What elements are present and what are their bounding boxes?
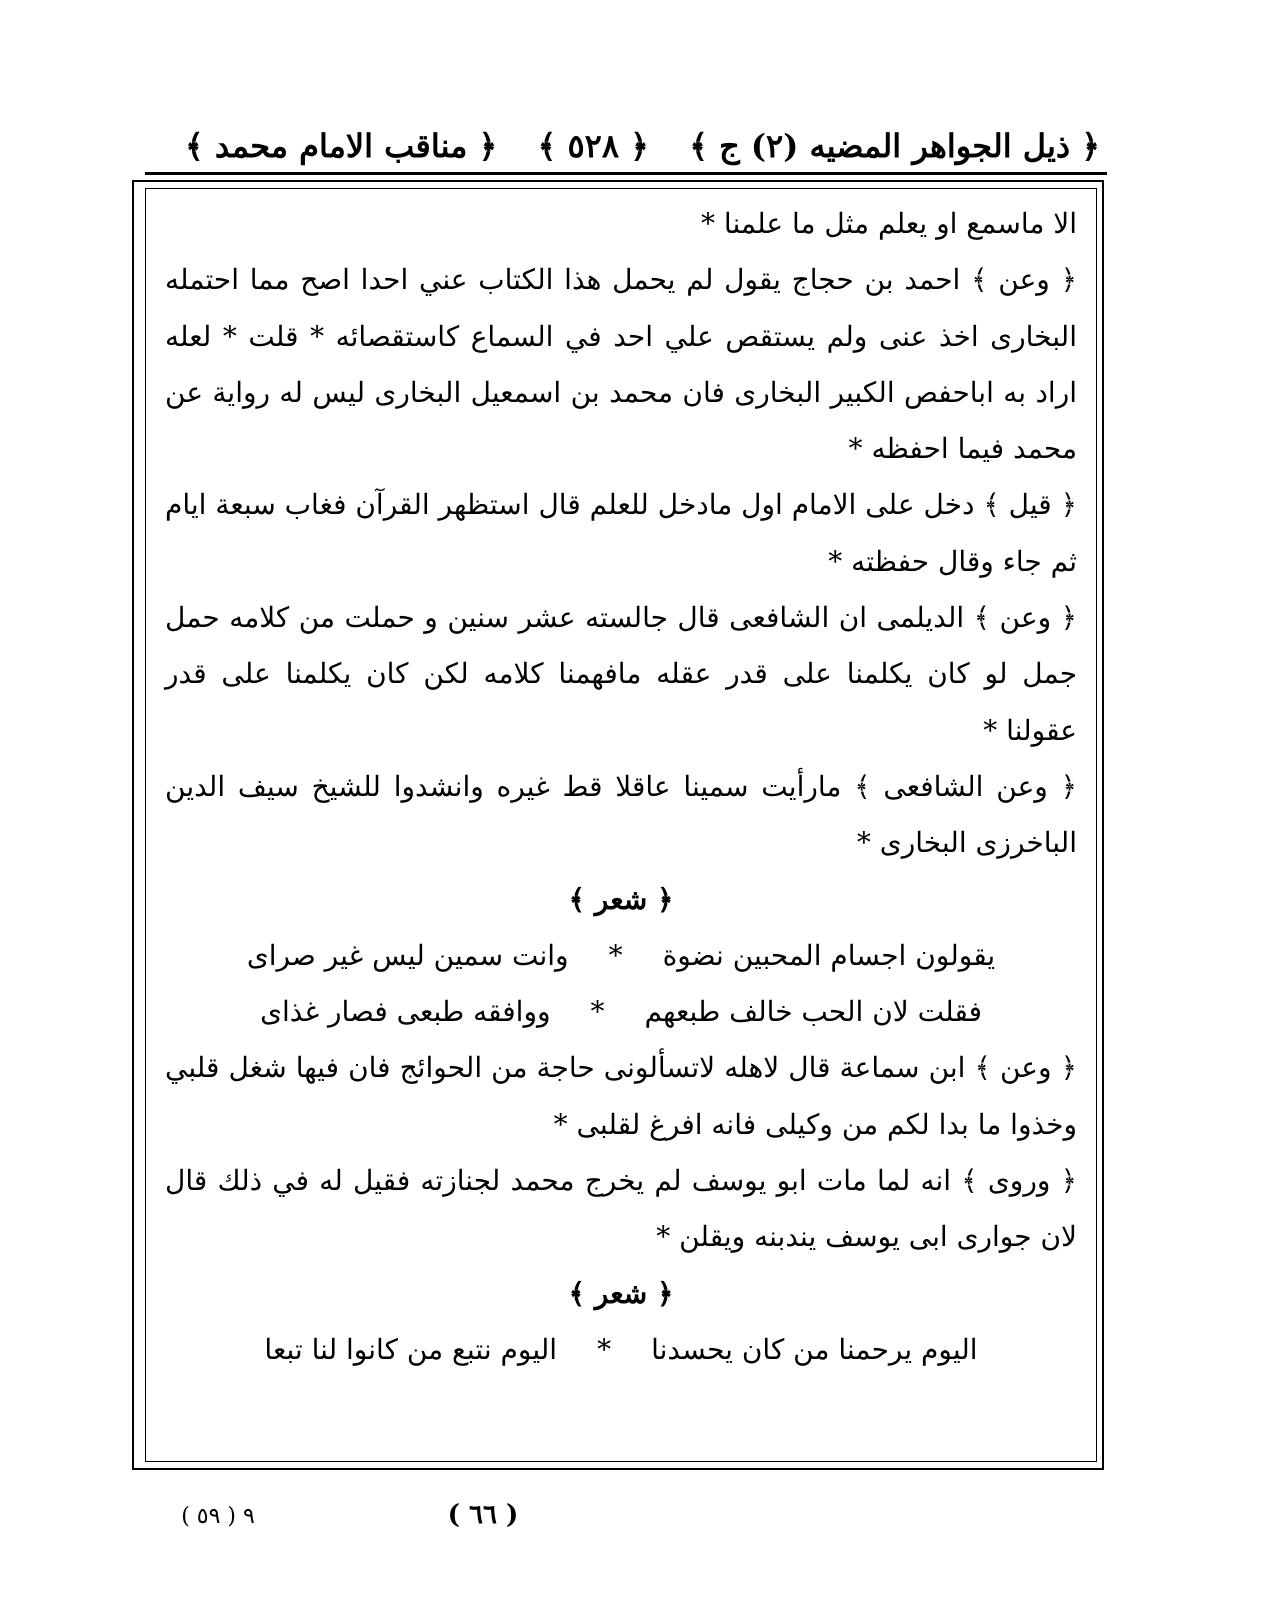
paragraph: الا ماسمع او يعلم مثل ما علمنا * xyxy=(701,207,1077,240)
footer-reference: ( ٥٩ ) ٩ xyxy=(181,1504,255,1529)
verse-hemistich: اليوم نتبع من كانوا لنا تبعا xyxy=(264,1332,558,1366)
verse-separator: * xyxy=(608,938,623,972)
verse-hemistich: اليوم يرحمنا من كان يحسدنا xyxy=(651,1332,978,1366)
poem-title: ﴿ شعر ﴾ xyxy=(568,1276,674,1310)
verse-hemistich: وانت سمين ليس غير صراى xyxy=(246,938,569,972)
header-rule xyxy=(145,172,1107,175)
verse-hemistich: ووافقه طبعى فصار غذاى xyxy=(260,995,551,1029)
paragraph: ﴿ وعن الشافعى ﴾ مارأيت سمينا عاقلا قط غيره وانشدوا للشيخ سيف الدين الباخرزى البخارى * xyxy=(165,769,1077,860)
header-page-number: ﴿ ٥٢٨ ﴾ xyxy=(537,127,649,165)
main-text xyxy=(165,196,1077,1451)
poem-title: ﴿ شعر ﴾ xyxy=(568,882,674,916)
paragraph: ﴿ وعن ﴾ ابن سماعة قال لاهله لاتسألونى حاجة من الحوائج فان فيها شغل قلبي وخذوا ما بدا لكم من وكيلى فانه افرغ لقلبى * xyxy=(165,1051,1077,1141)
poem-verse xyxy=(165,984,1077,1040)
running-header xyxy=(185,122,1100,170)
page-footer xyxy=(0,1500,1275,1540)
poem-verse xyxy=(165,1322,1077,1378)
verse-separator: * xyxy=(597,1332,612,1366)
verse-hemistich: يقولون اجسام المحبين نضوة xyxy=(662,938,996,972)
verse-separator: * xyxy=(590,995,605,1029)
paragraph: ﴿ وروى ﴾ انه لما مات ابو يوسف لم يخرج محمد لجنازته فقيل له في ذلك قال لان جوارى ابى يوسف يندبنه ويقلن * xyxy=(165,1164,1077,1254)
footer-page-number: ( ٦٦ ) xyxy=(447,1500,519,1530)
paragraph: ﴿ وعن ﴾ احمد بن حجاج يقول لم يحمل هذا الكتاب عني احدا اصح مما احتمله البخارى اخذ عنى ولم يستقص علي احد في السماع كاستقصائه * قلت * لعله اراد به اباحفص الكبير البخارى فان محمد بن اسمعيل البخارى ليس له رواية عن محمد فيما احفظه * xyxy=(165,263,1077,466)
header-section-title: ﴿ مناقب الامام محمد ﴾ xyxy=(185,127,498,165)
verse-hemistich: فقلت لان الحب خالف طبعهم xyxy=(644,995,982,1029)
paragraph: ﴿ وعن ﴾ الديلمى ان الشافعى قال جالسته عشر سنين و حملت من كلامه حمل جمل لو كان يكلمنا على قدر عقله مافهمنا كلامه لكن كان يكلمنا على قدر عقولنا * xyxy=(165,601,1077,747)
paragraph: ﴿ قيل ﴾ دخل على الامام اول مادخل للعلم قال استظهر القرآن فغاب سبعة ايام ثم جاء وقال حفظته * xyxy=(165,488,1077,578)
header-book-title: ﴿ ذيل الجواهر المضيه (٢) ج ﴾ xyxy=(689,127,1100,165)
poem-verse xyxy=(165,928,1077,984)
